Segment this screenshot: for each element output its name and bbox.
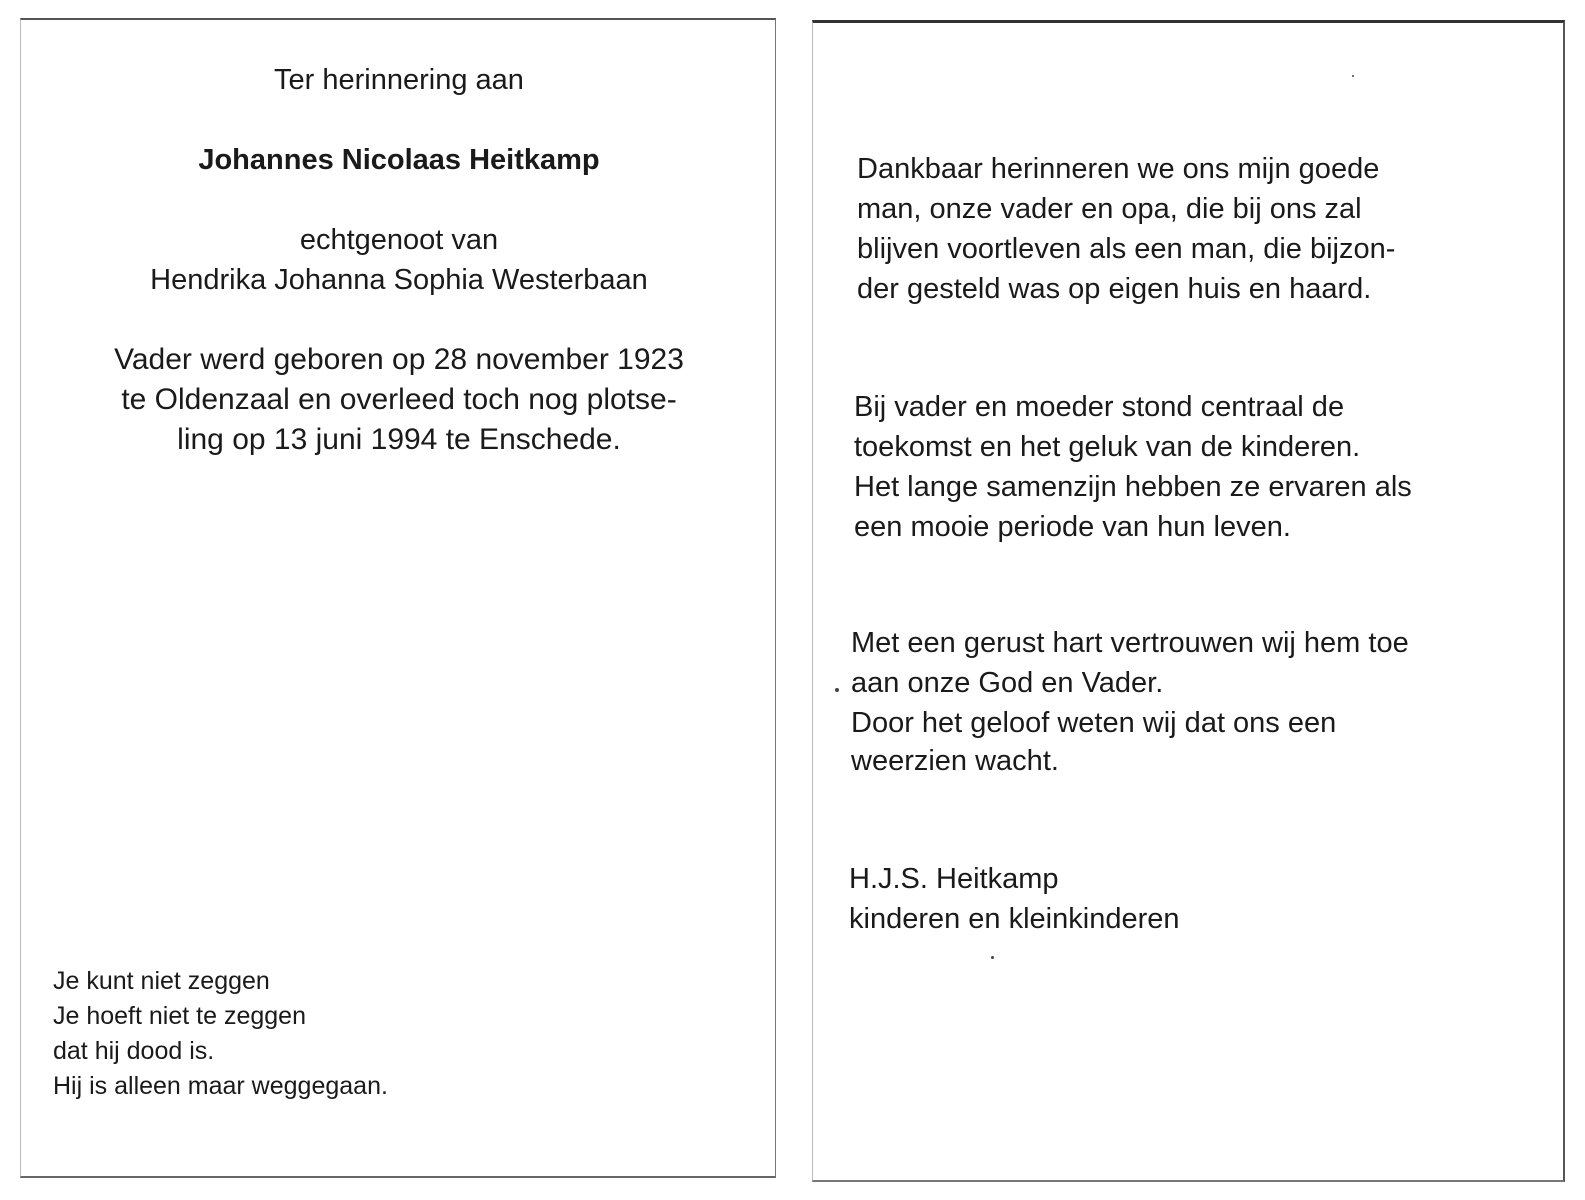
memorial-card-front	[20, 18, 776, 1178]
memorial-card-back	[812, 20, 1565, 1182]
intro-text: Ter herinnering aan	[274, 64, 524, 96]
bio-line: te Oldenzaal en overleed toch nog plotse-	[121, 383, 677, 416]
paragraph1-line: man, onze vader en opa, die bij ons zal	[857, 193, 1362, 225]
bio-line: Vader werd geboren op 28 november 1923	[114, 343, 684, 376]
paragraph1-line: der gesteld was op eigen huis en haard.	[857, 273, 1372, 305]
deceased-name: Johannes Nicolaas Heitkamp	[198, 144, 600, 176]
poem-line: Je kunt niet zeggen	[53, 967, 270, 995]
signature-line: kinderen en kleinkinderen	[849, 903, 1180, 935]
paragraph2-line: een mooie periode van hun leven.	[854, 511, 1291, 543]
spouse-name: Hendrika Johanna Sophia Westerbaan	[150, 264, 648, 296]
ink-speck	[1352, 75, 1354, 77]
poem-line: Je hoeft niet te zeggen	[53, 1002, 306, 1030]
ink-speck	[991, 956, 994, 959]
paragraph1-line: blijven voortleven als een man, die bijzon-	[857, 233, 1396, 265]
paragraph2-line: Het lange samenzijn hebben ze ervaren als	[854, 471, 1412, 503]
paragraph3-line: weerzien wacht.	[851, 745, 1059, 777]
paragraph2-line: Bij vader en moeder stond centraal de	[854, 391, 1345, 423]
paragraph1-line: Dankbaar herinneren we ons mijn goede	[857, 153, 1380, 185]
ink-speck	[835, 688, 839, 692]
paragraph3-line: Met een gerust hart vertrouwen wij hem toe	[851, 627, 1409, 659]
poem-line: dat hij dood is.	[53, 1037, 215, 1065]
paragraph3-line: Door het geloof weten wij dat ons een	[851, 707, 1337, 739]
bio-line: ling op 13 juni 1994 te Enschede.	[177, 423, 621, 456]
paragraph3-line: aan onze God en Vader.	[851, 667, 1164, 699]
poem-line: Hij is alleen maar weggegaan.	[53, 1072, 388, 1100]
paragraph2-line: toekomst en het geluk van de kinderen.	[854, 431, 1361, 463]
spouse-label: echtgenoot van	[299, 224, 499, 256]
signature-line: H.J.S. Heitkamp	[849, 863, 1059, 895]
